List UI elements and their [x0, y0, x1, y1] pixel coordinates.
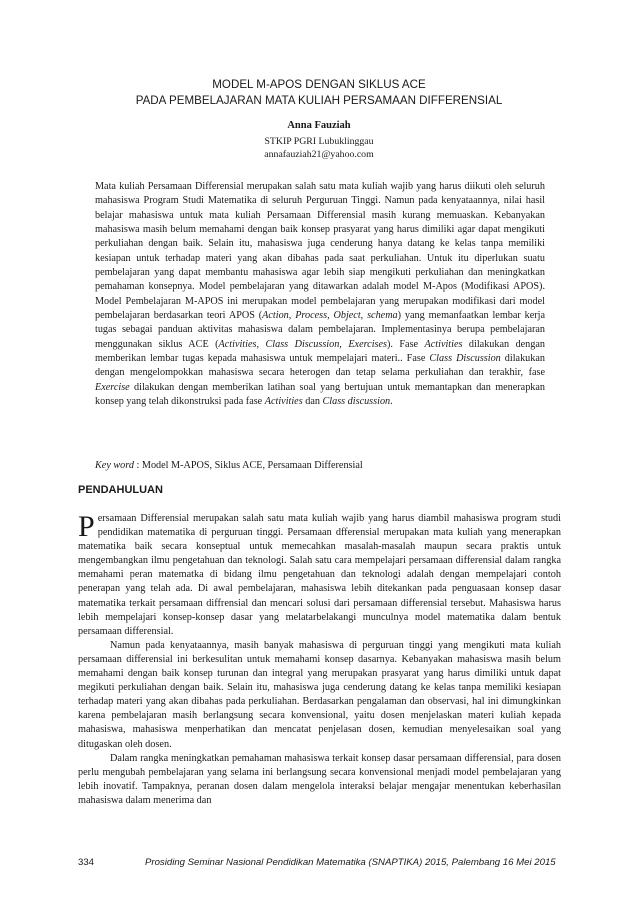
- page-number: 334: [78, 857, 95, 868]
- abstract-apos-terms: Action, Process, Object, schema: [262, 310, 398, 322]
- drop-cap: P: [78, 510, 95, 543]
- keyword-text: : Model M-APOS, Siklus ACE, Persamaan Differensial: [133, 460, 363, 471]
- abstract-text: [95, 180, 545, 410]
- paper-title-line-2: PADA PEMBELAJARAN MATA KULIAH PERSAMAAN DIFFERENSIAL: [135, 94, 503, 107]
- abstract-part-3: ). Fase: [386, 338, 425, 350]
- author-email: annafauziah21@yahoo.com: [264, 149, 374, 160]
- keywords: [95, 459, 545, 473]
- author-affiliation: STKIP PGRI Lubuklinggau: [264, 136, 374, 147]
- abstract-part-2: ) yang memanfaatkan lembar kerja tugas sebagai panduan aktivitas mahasiswa dalam pembelajaran. Implementasinya berupa pembelajaran menggunakan siklus ACE (: [95, 310, 545, 350]
- conference-name: Prosiding Seminar Nasional Pendidikan Matematika (SNAPTIKA) 2015, Palembang 16 Mei 2015: [145, 857, 556, 868]
- author-name: Anna Fauziah: [287, 120, 351, 131]
- abstract-end-activities: Activities: [264, 396, 303, 408]
- keyword-label: Key word: [95, 460, 134, 471]
- body-paragraph-1-text: ersamaan Differensial merupakan salah satu mata kuliah wajib yang harus diambil mahasiswa program studi pendidikan matematika di perguruan tinggi. Persamaan dfferensial merupakan mata kuliah yang menerapkan matematika baik secara konseptual untuk memecahkan masalah-masalah maupun secara praktis untuk mengembangkan ilmu pengetahuan dan teknologi. Salah satu cara mempelajari persamaan differensial dalam rangka memahami peran matematka di bidang ilmu pengetahuan dan teknologi adalah dengan mempelajari contoh penerapan yang telah ada. Di awal pembelajaran, mahasiswa lebih ditekankan pada penguasaan konsep dasar matematika terkait persamaan diffrensial dan mencari solusi dari persamaan differensial tersebut. Mahasiswa harus lebih mempelajari konsep-konsep dasar yang melatarbelakangi munculnya model matematika dalam bentuk persamaan differensial.: [78, 513, 561, 637]
- abstract-part-5: dilakukan dengan mengelompokkan mahasiswa secara heterogen dan tetap selama perkuliahan dan terakhir, fase: [95, 353, 545, 379]
- paper-title-line-1: MODEL M-APOS DENGAN SIKLUS ACE: [212, 78, 426, 91]
- abstract-fase-exercise: Exercise: [95, 381, 130, 393]
- abstract-part-4: dilakukan dengan memberikan lembar tugas kepada mahasiswa untuk mempelajari materi.. Fase: [95, 338, 545, 365]
- abstract-part-1: Mata kuliah Persamaan Differensial merupakan salah satu mata kuliah wajib yang harus diikuti oleh seluruh mahasiswa Program Studi Matematika di seluruh Perguruan Tinggi. Namun pada kenyataannya, nilai hasil belajar mahasiswa untuk mata kuliah Persamaan Differensial masih kurang memuaskan. Kebanyakan mahasiswa masih belum memahami dengan baik konsep prasyarat yang harus dimiliki agar dapat mengikuti perkuliahan dengan baik. Selain itu, mahasiswa juga cenderung hanya datang ke kelas tanpa memiliki kesiapan untuk terhadap materi yang akan dibahas pada saat perkuliahan. Untuk itu diperlukan suatu pembelajaran yang dapat membantu mahasiswa agar lebih siap mengikuti perkuliahan dan meningkatkan pemahaman konsepnya. Model pembelajaran yang ditawarkan adalah model M-Apos (Modifikasi APOS). Model Pembelajaran M-APOS ini merupakan model pembelajaran yang merupakan modifikasi dari model pembelajaran berdasarkan teori APOS (: [95, 181, 545, 322]
- section-heading: PENDAHULUAN: [78, 484, 163, 496]
- abstract-end-class: Class discussion: [322, 396, 391, 408]
- abstract-part-8: .: [390, 396, 393, 408]
- body-paragraph-1: [78, 512, 561, 639]
- abstract-fase-class: Class Discussion: [429, 353, 501, 365]
- abstract-fase-activities: Activities: [424, 338, 463, 350]
- body-text: [78, 512, 561, 808]
- body-paragraph-2: Namun pada kenyataannya, masih banyak mahasiswa di perguruan tinggi yang mengikuti mata kuliah persamaan differensial ini berkesulitan untuk memahami konsep dasarnya. Kebanyakan mahasiswa masih belum memahami dengan baik konsep turunan dan integral yang merupakan prasyarat yang harus dimiliki untuk dapat megikuti perkuliahan dengan baik. Selain itu, mahasiswa juga cenderung datang ke kelas tanpa memiliki kesiapan terhadap materi yang akan dibahas pada perkuliahan. Berdasarkan pengalaman dan observasi, hal ini dimungkinkan karena pembelajaran masih berlangsung secara konvensional, yaitu dosen menjelaskan materi kuliah kepada mahasiswa, mahasiswa menperhatikan dan mencatat penjelasan dosen, kemudian menyelesaikan soal yang ditugaskan oleh dosen.: [78, 639, 561, 750]
- body-paragraph-3: Dalam rangka meningkatkan pemahaman mahasiswa terkait konsep dasar persamaan differensial, para dosen perlu mengubah pembelajaran yang selama ini berlangsung secara konvensional menjadi model pembelajaran yang lebih inovatif. Tampaknya, peranan dosen dalam mengelola interaksi belajar mengajar menentukan keberhasilan mahasiswa dalam menerima dan: [78, 752, 561, 806]
- abstract: [95, 180, 545, 410]
- abstract-part-6: dilakukan dengan memberikan latihan soal yang bertujuan untuk memantapkan dan menerapkan konsep yang telah dikonstruksi pada fase: [95, 381, 545, 408]
- abstract-part-7: dan: [302, 396, 323, 408]
- abstract-ace-terms: Activities, Class Discussion, Exercises: [218, 338, 387, 350]
